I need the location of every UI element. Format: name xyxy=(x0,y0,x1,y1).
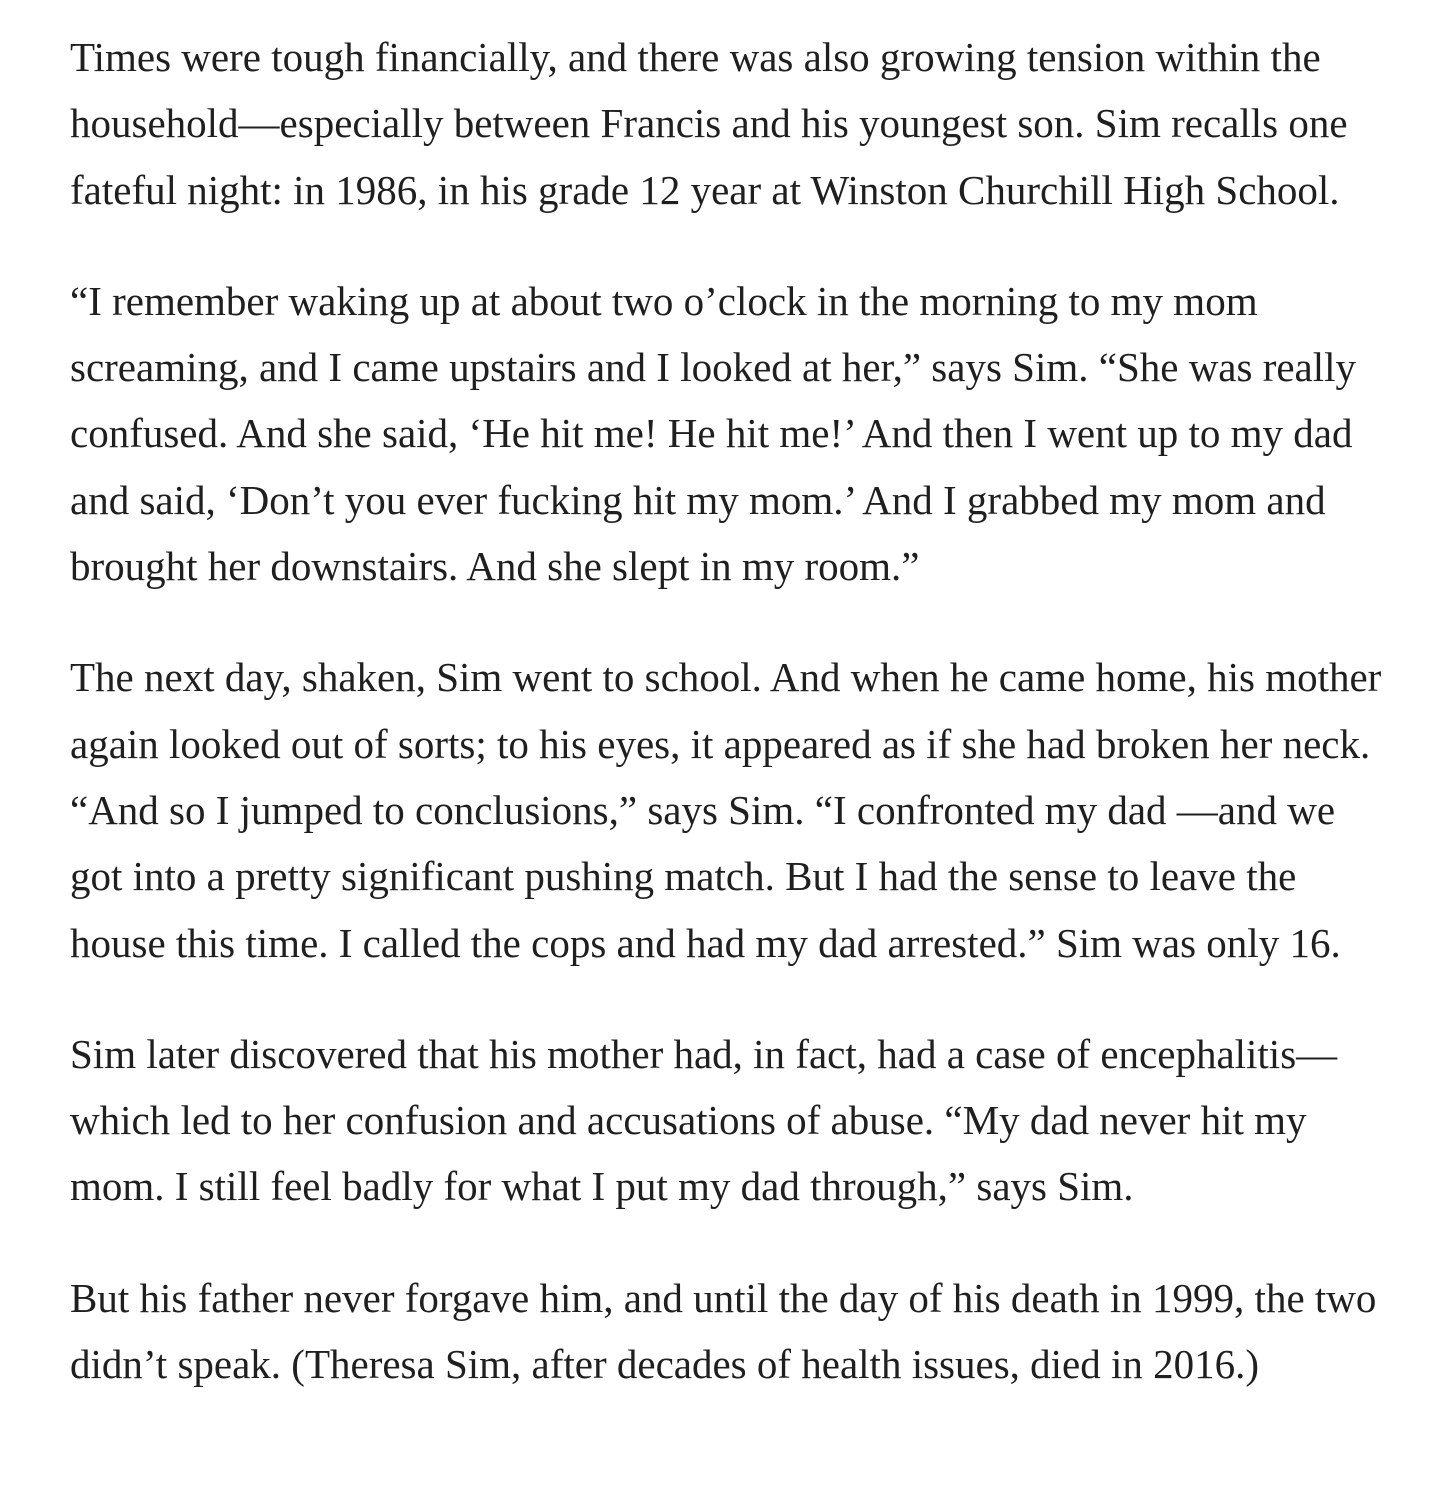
paragraph-fateful-night-quote: “I remember waking up at about two o’clock in the morning to my mom screaming, and I came upstairs and I looked at her,” says Sim. “She was really confused. And she said, ‘He hit me! He hit me!’ And then I went up to my dad and said, ‘Don’t you ever fucking hit my mom.’ And I grabbed my mom and brought her downstairs. And she slept in my room.” xyxy=(70,277,1357,590)
paragraph-next-day: The next day, shaken, Sim went to school. And when he came home, his mother again looked out of sorts; to his eyes, it appeared as if she had broken her neck. “And so I jumped to conclusions,” says Sim. “I confronted my dad —and we got into a pretty significant pushing match. But I had the sense to leave the house this time. I called the cops and had my dad arrested.” Sim was only 16. xyxy=(70,654,1382,966)
paragraph-never-forgave: But his father never forgave him, and until the day of his death in 1999, the two didn’t speak. (Theresa Sim, after decades of health issues, died in 2016.) xyxy=(70,1274,1377,1388)
paragraph-encephalitis: Sim later discovered that his mother had, in fact, had a case of encephalitis—which led to her confusion and accusations of abuse. “My dad never hit my mom. I still feel badly for what I put my dad through,” says Sim. xyxy=(70,1030,1338,1210)
paragraph-financial-tension: Times were tough financially, and there was also growing tension within the household—especially between Francis and his youngest son. Sim recalls one fateful night: in 1986, in his grade 12 year at Winston Churchill High School. xyxy=(70,34,1348,213)
